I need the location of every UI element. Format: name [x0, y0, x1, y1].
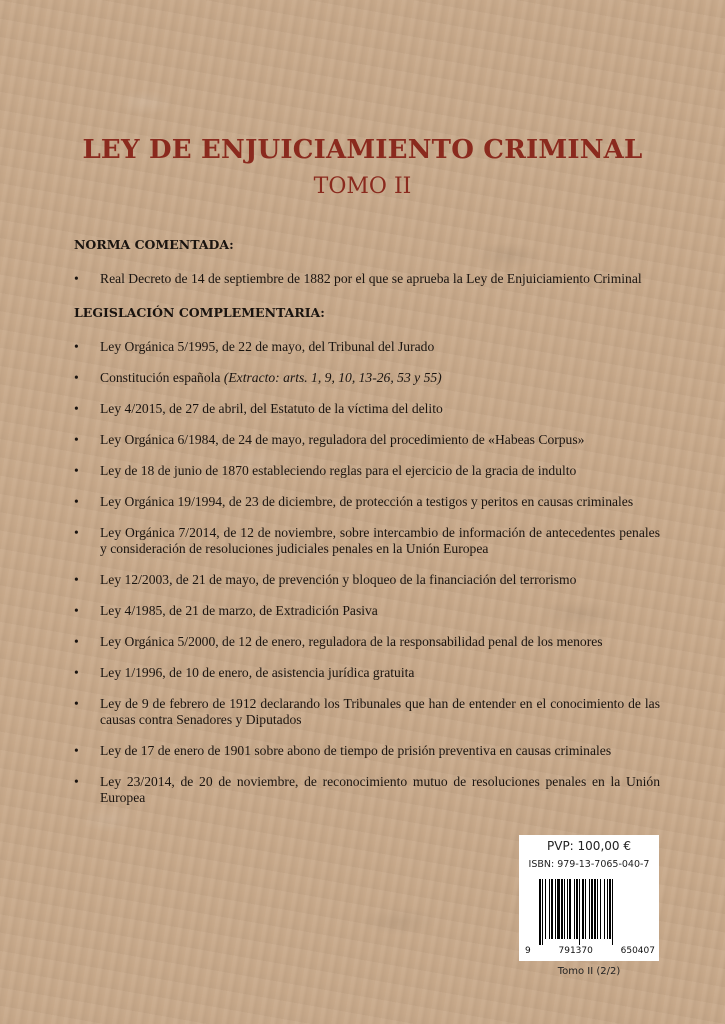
- list-item: [74, 572, 660, 588]
- list-item: [74, 432, 660, 448]
- item-text: Ley Orgánica 6/1984, de 24 de mayo, reguladora del procedimiento de «Habeas Corpus»: [100, 432, 585, 447]
- bullet-icon: •: [74, 572, 79, 587]
- barcode-bar: [609, 879, 611, 939]
- item-text: Real Decreto de 14 de septiembre de 1882 por el que se aprueba la Ley de Enjuiciamiento Criminal: [100, 271, 642, 286]
- norma-heading: NORMA COMENTADA:: [74, 237, 234, 252]
- list-item: [74, 603, 660, 619]
- item-text: Ley 23/2014, de 20 de noviembre, de reconocimiento mutuo de resoluciones penales en la Unión Europea: [100, 774, 660, 805]
- barcode-bar: [557, 879, 560, 939]
- barcode-bar: [597, 879, 598, 939]
- list-item: [74, 665, 660, 681]
- barcode-bar: [545, 879, 546, 939]
- item-text: Ley Orgánica 19/1994, de 23 de diciembre, de protección a testigos y peritos en causas criminales: [100, 494, 634, 509]
- barcode-bar: [561, 879, 563, 939]
- bullet-icon: •: [74, 463, 79, 478]
- item-text: Ley de 9 de febrero de 1912 declarando los Tribunales que han de entender en el conocimiento de las causas contra Senadores y Diputados: [100, 696, 660, 727]
- barcode-bar: [564, 879, 565, 939]
- bullet-icon: •: [74, 696, 79, 711]
- barcode-bar: [612, 879, 613, 945]
- legislacion-list: [74, 339, 660, 821]
- item-text: Ley Orgánica 5/2000, de 12 de enero, reguladora de la responsabilidad penal de los menores: [100, 634, 603, 649]
- barcode-bar: [567, 879, 568, 939]
- item-text: Ley de 18 de junio de 1870 estableciendo reglas para el ejercicio de la gracia de indulto: [100, 463, 577, 478]
- barcode-bar: [555, 879, 556, 939]
- book-subtitle: TOMO II: [313, 174, 412, 199]
- list-item: [74, 743, 660, 759]
- item-text: Ley 12/2003, de 21 de mayo, de prevención y bloqueo de la financiación del terrorismo: [100, 572, 577, 587]
- isbn: ISBN: 979-13-7065-040-7: [528, 859, 650, 870]
- barcode-bar: [539, 879, 541, 945]
- barcode-bar: [579, 879, 580, 945]
- price: PVP: 100,00 €: [547, 839, 631, 853]
- barcode-digit-group: 9: [525, 946, 531, 956]
- barcode-bar: [600, 879, 601, 939]
- barcode-bar: [607, 879, 608, 939]
- bullet-icon: •: [74, 603, 79, 618]
- list-item: [74, 634, 660, 650]
- item-extract: (Extracto: arts. 1, 9, 10, 13-26, 53 y 55): [223, 370, 442, 385]
- item-text: Ley Orgánica 5/1995, de 22 de mayo, del Tribunal del Jurado: [100, 339, 435, 354]
- bullet-icon: •: [74, 401, 79, 416]
- list-item: [74, 463, 660, 479]
- barcode-bar: [604, 879, 605, 939]
- bullet-icon: •: [74, 339, 79, 354]
- barcode-bar: [591, 879, 593, 939]
- barcode: [537, 879, 647, 945]
- volume-label: Tomo II (2/2): [557, 966, 621, 977]
- barcode-bar: [569, 879, 571, 939]
- item-text: Ley 4/2015, de 27 de abril, del Estatuto de la víctima del delito: [100, 401, 443, 416]
- barcode-bar: [582, 879, 584, 939]
- barcode-bar: [542, 879, 543, 945]
- bullet-icon: •: [74, 432, 79, 447]
- barcode-bar: [574, 879, 575, 939]
- barcode-bar: [585, 879, 586, 939]
- barcode-bar: [576, 879, 578, 939]
- barcode-bar: [551, 879, 553, 939]
- barcode-digit-group: 791370: [558, 946, 593, 956]
- list-item: [74, 271, 660, 287]
- item-text: Ley 4/1985, de 21 de marzo, de Extradición Pasiva: [100, 603, 378, 618]
- legislacion-heading: LEGISLACIÓN COMPLEMENTARIA:: [74, 305, 325, 320]
- barcode-bar: [594, 879, 596, 939]
- barcode-digits: [525, 946, 655, 956]
- barcode-bar: [589, 879, 590, 939]
- bullet-icon: •: [74, 665, 79, 680]
- bullet-icon: •: [74, 494, 79, 509]
- bullet-icon: •: [74, 271, 79, 286]
- list-item: [74, 370, 660, 386]
- list-item: [74, 494, 660, 510]
- bullet-icon: •: [74, 634, 79, 649]
- item-text: Ley Orgánica 7/2014, de 12 de noviembre, sobre intercambio de información de antecedentes penales y consideración de resoluciones judiciales penales en la Unión Europea: [100, 525, 660, 556]
- bullet-icon: •: [74, 743, 79, 758]
- price-label: [519, 835, 659, 961]
- bullet-icon: •: [74, 774, 79, 789]
- list-item: [74, 525, 660, 557]
- list-item: [74, 696, 660, 728]
- norma-list: [74, 271, 660, 302]
- barcode-digit-group: 650407: [620, 946, 655, 956]
- item-text: Ley 1/1996, de 10 de enero, de asistencia jurídica gratuita: [100, 665, 415, 680]
- list-item: [74, 339, 660, 355]
- item-text: Ley de 17 de enero de 1901 sobre abono de tiempo de prisión preventiva en causas criminales: [100, 743, 612, 758]
- book-title: LEY DE ENJUICIAMIENTO CRIMINAL: [82, 135, 643, 165]
- barcode-bar: [549, 879, 550, 939]
- item-text: Constitución española: [100, 370, 224, 385]
- bullet-icon: •: [74, 370, 79, 385]
- list-item: [74, 774, 660, 806]
- bullet-icon: •: [74, 525, 79, 540]
- list-item: [74, 401, 660, 417]
